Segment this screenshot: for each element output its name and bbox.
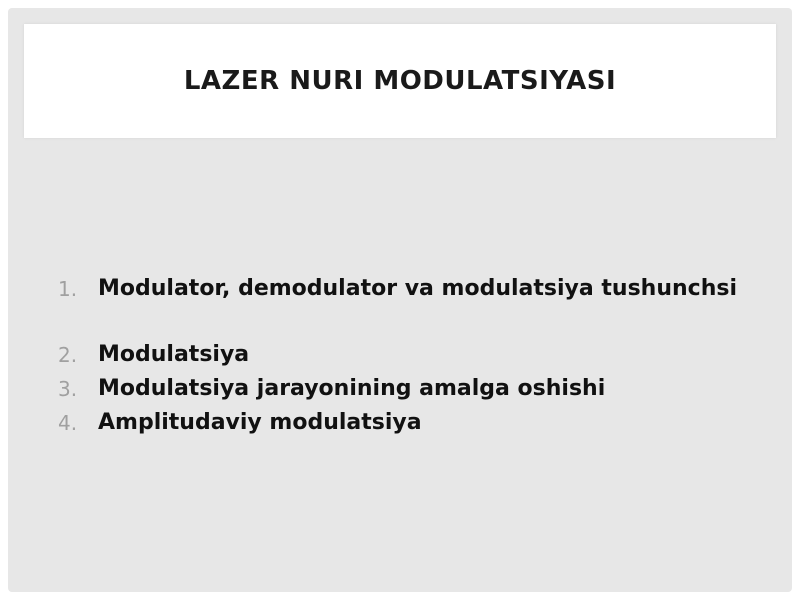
list-item-text: Modulator, demodulator va modulatsiya tushunchsi: [98, 276, 737, 301]
list-item-text: Amplitudaviy modulatsiya: [98, 410, 422, 435]
list-item: [58, 408, 738, 438]
list-item: [58, 340, 738, 370]
agenda-list: [58, 274, 738, 438]
list-item-number: 1.: [58, 277, 78, 301]
list-item-number: 2.: [58, 343, 78, 367]
list-item-number: 3.: [58, 377, 78, 401]
slide: [8, 8, 792, 592]
list-item-text: Modulatsiya: [98, 342, 250, 367]
list-item-number: 4.: [58, 411, 78, 435]
list-item-text: Modulatsiya jarayonining amalga oshishi: [98, 376, 606, 401]
title-box: [24, 24, 776, 138]
list-item: [58, 374, 738, 404]
list-item: [58, 274, 738, 304]
slide-title: LAZER NURI MODULATSIYASI: [183, 66, 617, 96]
